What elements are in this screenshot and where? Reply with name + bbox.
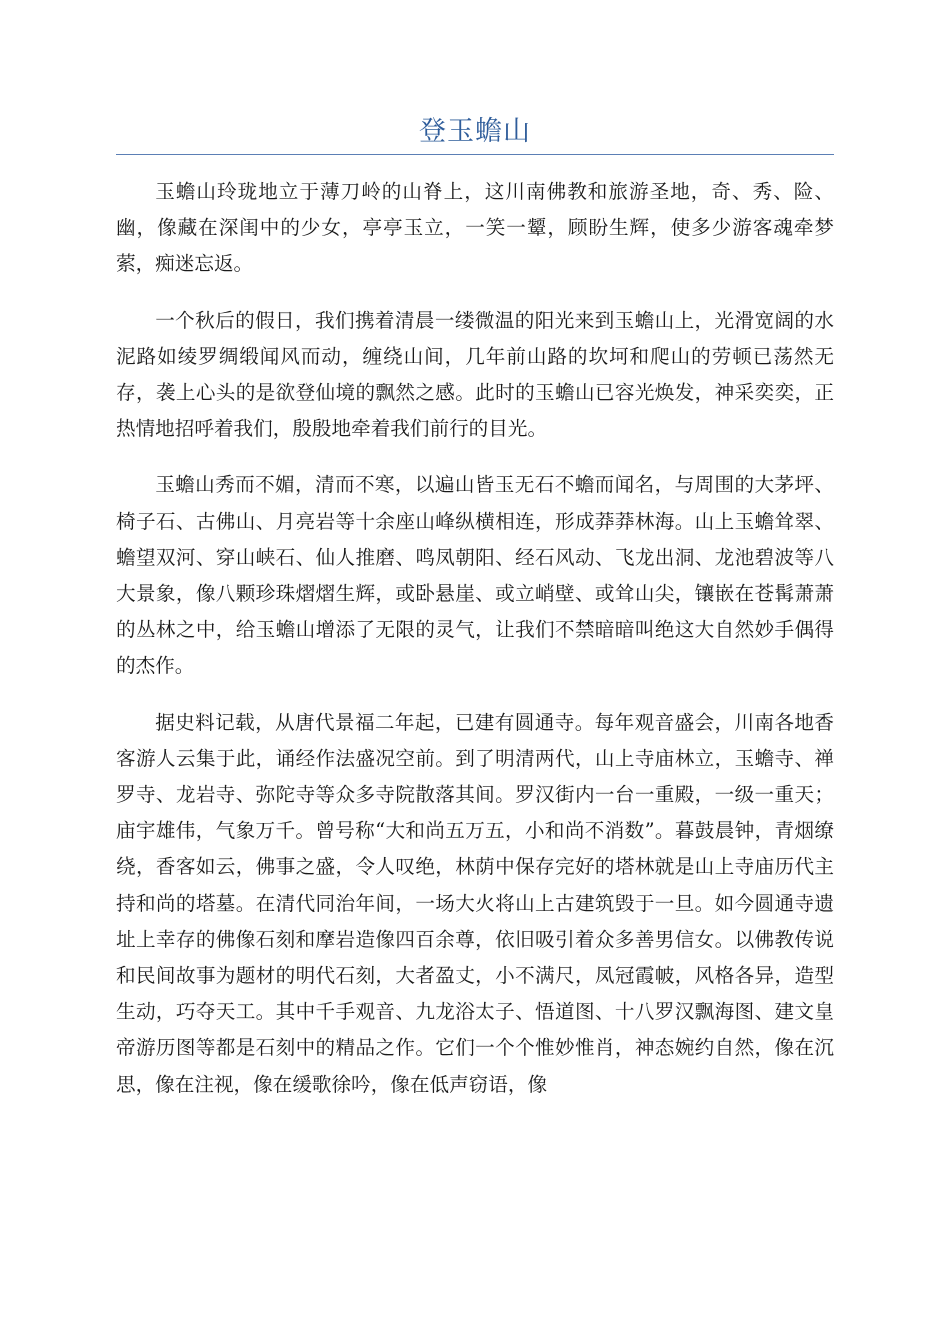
title-underline [116, 154, 834, 155]
paragraph-2: 一个秋后的假日，我们携着清晨一缕微温的阳光来到玉蟾山上，光滑宽阔的水泥路如绫罗绸缎闻风而动，缠绕山间，几年前山路的坎坷和爬山的劳顿已荡然无存，袭上心头的是欲登仙境的飘然之感。此时的玉蟾山已容光焕发，神采奕奕，正热情地招呼着我们，殷殷地牵着我们前行的目光。 [116, 308, 834, 441]
paragraph-3: 玉蟾山秀而不媚，清而不寒，以遍山皆玉无石不蟾而闻名，与周围的大茅坪、椅子石、古佛山、月亮岩等十余座山峰纵横相连，形成莽莽林海。山上玉蟾耸翠、蟾望双河、穿山峡石、仙人推磨、鸣凤朝阳、经石风动、飞龙出洞、龙池碧波等八大景象，像八颗珍珠熠熠生辉，或卧悬崖、或立峭壁、或耸山尖，镶嵌在苍髯萧萧的丛林之中，给玉蟾山增添了无限的灵气，让我们不禁暗暗叫绝这大自然妙手偶得的杰作。 [116, 473, 834, 678]
document-body [116, 174, 834, 1123]
paragraph-1: 玉蟾山玲珑地立于薄刀岭的山脊上，这川南佛教和旅游圣地，奇、秀、险、幽，像藏在深闺中的少女，亭亭玉立，一笑一颦，顾盼生辉，使多少游客魂牵梦萦，痴迷忘返。 [116, 180, 834, 276]
paragraph-4: 据史料记载，从唐代景福二年起，已建有圆通寺。每年观音盛会，川南各地香客游人云集于此，诵经作法盛况空前。到了明清两代，山上寺庙林立，玉蟾寺、禅罗寺、龙岩寺、弥陀寺等众多寺院散落其间。罗汉街内一台一重殿，一级一重天；庙宇雄伟，气象万千。曾号称“大和尚五万五，小和尚不消数”。暮鼓晨钟，青烟缭绕，香客如云，佛事之盛，令人叹绝，林荫中保存完好的塔林就是山上寺庙历代主持和尚的塔墓。在清代同治年间，一场大火将山上古建筑毁于一旦。如今圆通寺遗址上幸存的佛像石刻和摩岩造像四百余尊，依旧吸引着众多善男信女。以佛教传说和民间故事为题材的明代石刻，大者盈丈，小不满尺，凤冠霞帔，风格各异，造型生动，巧夺天工。其中千手观音、九龙浴太子、悟道图、十八罗汉飘海图、建文皇帝游历图等都是石刻中的精品之作。它们一个个惟妙惟肖，神态婉约自然，像在沉思，像在注视，像在缓歌徐吟，像在低声窃语，像 [116, 710, 834, 1096]
document-title: 登玉蟾山 [419, 116, 531, 147]
